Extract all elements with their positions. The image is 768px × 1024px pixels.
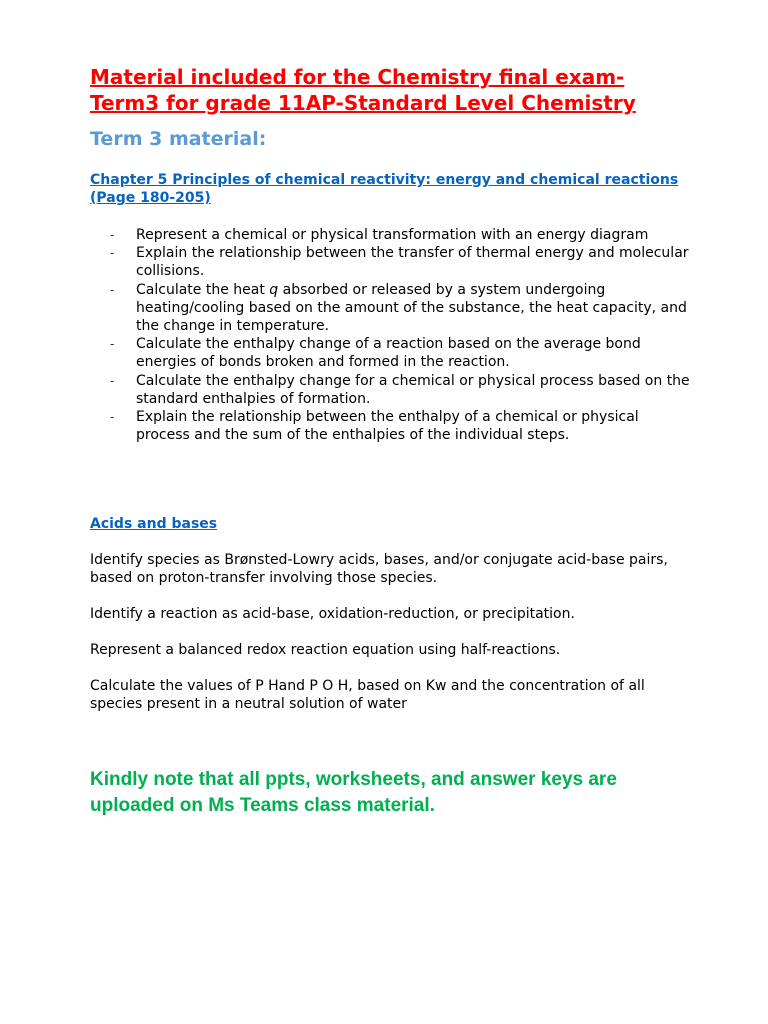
heat-symbol: q [269,281,279,298]
objective-text: Calculate the enthalpy change of a reaction based on the average bond energies of bonds broken and formed in the reaction. [136,336,641,371]
list-item [110,281,690,336]
chapter-5-link[interactable]: Chapter 5 Principles of chemical reactivity: energy and chemical reactions (Page 180-205) [90,172,679,206]
objective-text: Represent a chemical or physical transformation with an energy diagram [136,227,649,243]
teams-note: Kindly note that all ppts, worksheets, and answer keys are uploaded on Ms Teams class material. [90,769,617,816]
list-item [110,244,690,280]
document-title: Material included for the Chemistry final exam-Term3 for grade 11AP-Standard Level Chemistry [90,65,636,115]
bullet-dash: - [110,337,115,352]
bullet-dash: - [110,282,115,297]
bullet-dash: - [110,373,115,388]
list-item [110,335,690,371]
bullet-dash: - [110,246,115,261]
acids-paragraph: Identify species as Brønsted-Lowry acids, bases, and/or conjugate acid-base pairs, based on proton-transfer involving those species. [90,552,668,586]
acids-and-bases-link[interactable]: Acids and bases [90,516,218,532]
objective-text: Calculate the enthalpy change for a chemical or physical process based on the standard enthalpies of formation. [136,372,690,407]
bullet-dash: - [110,228,115,242]
acids-paragraph: Identify a reaction as acid-base, oxidation-reduction, or precipitation. [90,606,575,622]
list-item [110,372,690,408]
list-item [110,408,690,444]
objective-text-end: absorbed or released by a system undergoing heating/cooling based on the amount of the substance, the heat capacity, and the change in temperature. [136,281,687,335]
objective-text: Explain the relationship between the transfer of thermal energy and molecular collisions. [136,245,689,280]
objective-text: Explain the relationship between the enthalpy of a chemical or physical process and the sum of the enthalpies of the individual steps. [136,409,639,444]
objectives-list [110,226,690,444]
objective-text [136,282,687,334]
section-heading: Term 3 material: [90,128,267,150]
acids-paragraph: Represent a balanced redox reaction equation using half-reactions. [90,642,561,658]
acids-paragraph: Calculate the values of P Hand P O H, based on Kw and the concentration of all species present in a neutral solution of water [90,678,645,712]
list-item [110,226,690,244]
bullet-dash: - [110,410,115,425]
objective-text-start: Calculate the heat [136,281,270,298]
